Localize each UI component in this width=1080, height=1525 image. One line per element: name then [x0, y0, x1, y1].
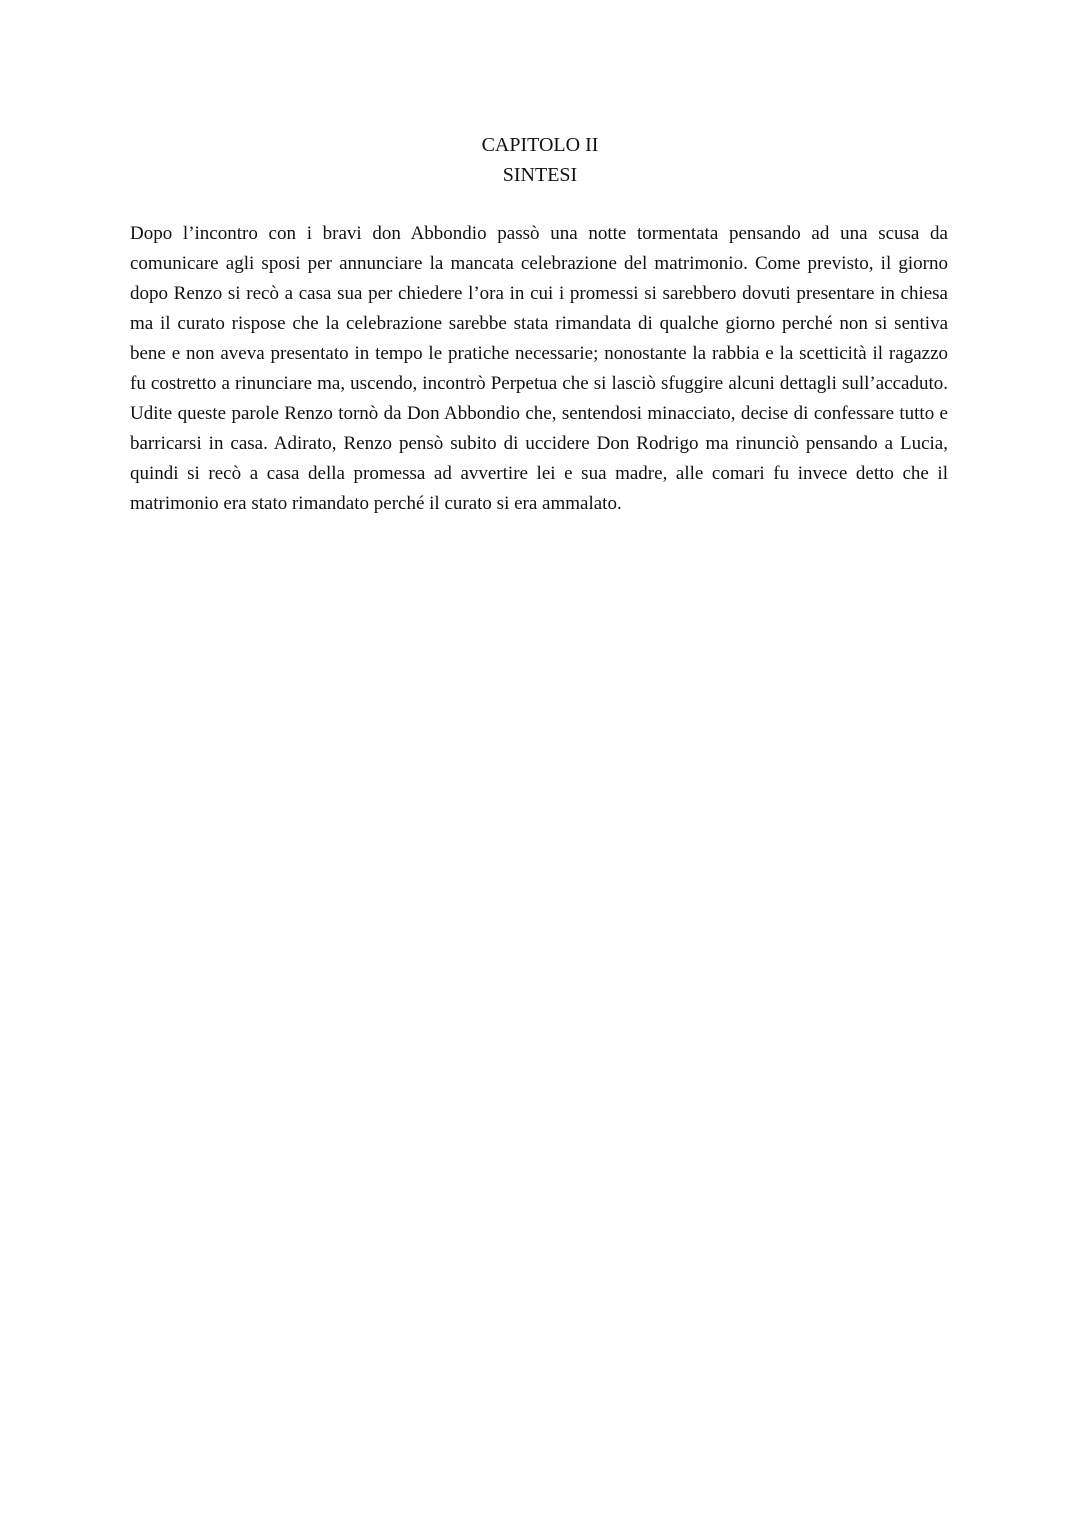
heading-block	[0, 130, 1080, 190]
chapter-title: CAPITOLO II	[481, 134, 599, 156]
section-title: SINTESI	[502, 164, 578, 186]
summary-paragraph: Dopo l’incontro con i bravi don Abbondio passò una notte tormentata pensando ad una scusa da comunicare agli sposi per annunciare la mancata celebrazione del matrimonio. Come previsto, il giorno dopo Renzo si recò a casa sua per chiedere l’ora in cui i promessi si sarebbero dovuti presentare in chiesa ma il curato rispose che la celebrazione sarebbe stata rimandata di qualche giorno perché non si sentiva bene e non aveva presentato in tempo le pratiche necessarie; nonostante la rabbia e la scetticità il ragazzo fu costretto a rinunciare ma, uscendo, incontrò Perpetua che si lasciò sfuggire alcuni dettagli sull’accaduto. Udite queste parole Renzo tornò da Don Abbondio che, sentendosi minacciato, decise di confessare tutto e barricarsi in casa. Adirato, Renzo pensò subito di uccidere Don Rodrigo ma rinunciò pensando a Lucia, quindi si recò a casa della promessa ad avvertire lei e sua madre, alle comari fu invece detto che il matrimonio era stato rimandato perché il curato si era ammalato.	[130, 223, 948, 514]
